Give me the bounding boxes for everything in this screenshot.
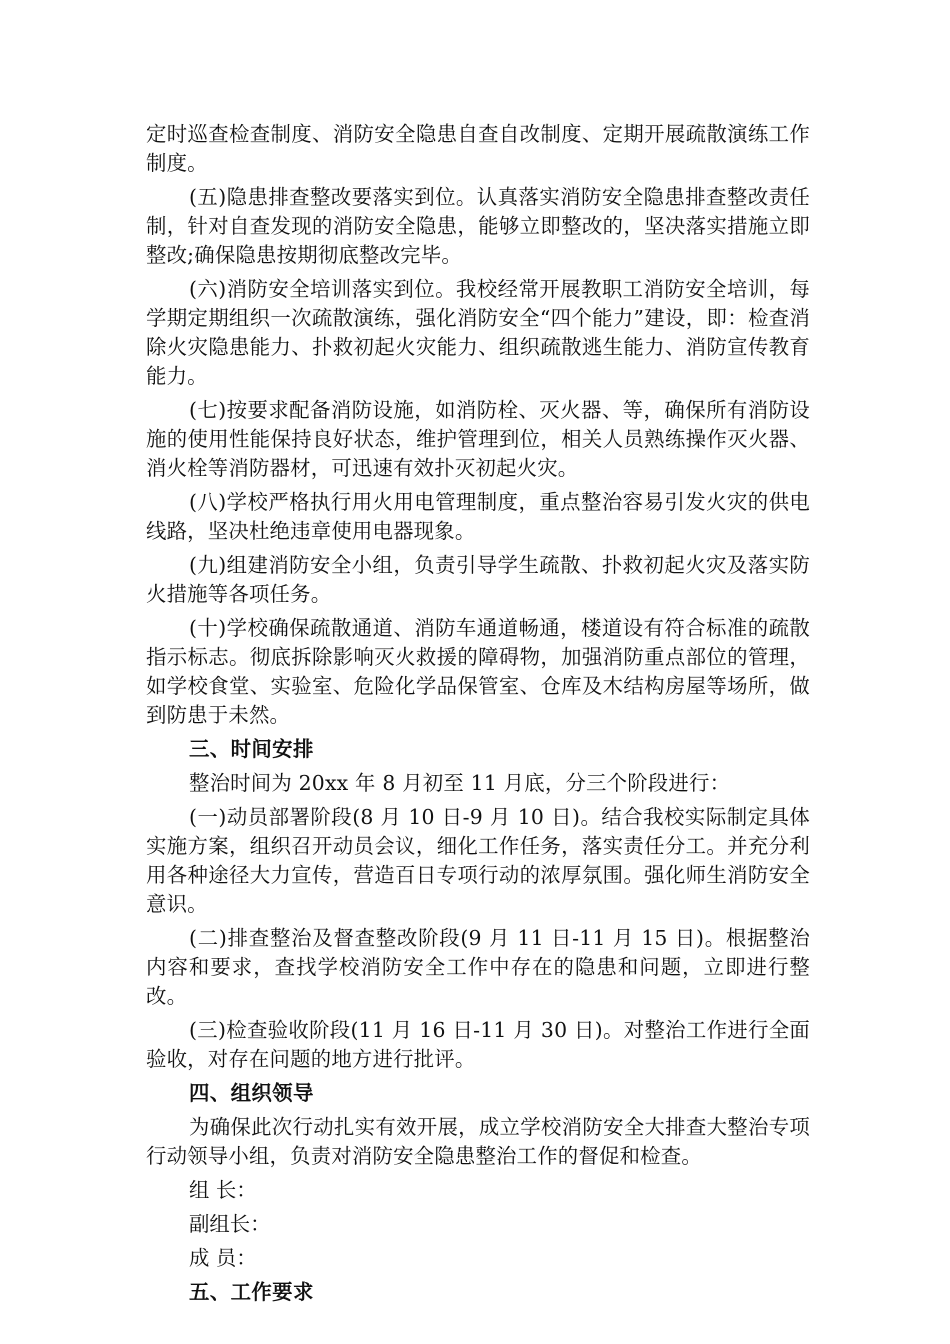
paragraph-item-10: (十)学校确保疏散通道、消防车通道畅通，楼道设有符合标准的疏散指示标志。彻底拆除影响灭火救援的障碍物，加强消防重点部位的管理，如学校食堂、实验室、危险化学品保管室、仓库及木结构房屋等场所，做到防患于未然。 <box>146 616 810 727</box>
role-leader: 组 长： <box>189 1178 257 1202</box>
role-deputy-leader: 副组长： <box>189 1212 271 1236</box>
schedule-stage-3: (三)检查验收阶段(11 月 16 日-11 月 30 日)。对整治工作进行全面验收，对存在问题的地方进行批评。 <box>146 1018 810 1071</box>
paragraph-item-8: (八)学校严格执行用火用电管理制度，重点整治容易引发火灾的供电线路，坚决杜绝违章使用电器现象。 <box>146 490 810 543</box>
section-heading-schedule: 三、时间安排 <box>189 737 314 761</box>
paragraph-item-7: (七)按要求配备消防设施，如消防栓、灭火器、等，确保所有消防设施的使用性能保持良好状态，维护管理到位，相关人员熟练操作灭火器、消火栓等消防器材，可迅速有效扑灭初起火灾。 <box>146 398 810 480</box>
paragraph-continuation: 定时巡查检查制度、消防安全隐患自查自改制度、定期开展疏散演练工作制度。 <box>146 122 810 175</box>
schedule-stage-1: (一)动员部署阶段(8 月 10 日-9 月 10 日)。结合我校实际制定具体实施方案，组织召开动员会议，细化工作任务，落实责任分工。并充分利用各种途径大力宣传，营造百日专项行动的浓厚氛围。强化师生消防安全意识。 <box>146 805 810 916</box>
role-members: 成 员： <box>189 1246 257 1270</box>
section-heading-requirements: 五、工作要求 <box>189 1280 314 1304</box>
paragraph-item-9: (九)组建消防安全小组，负责引导学生疏散、扑救初起火灾及落实防火措施等各项任务。 <box>146 553 810 606</box>
schedule-intro: 整治时间为 20xx 年 8 月初至 11 月底，分三个阶段进行： <box>189 771 731 795</box>
paragraph-item-6: (六)消防安全培训落实到位。我校经常开展教职工消防安全培训，每学期定期组织一次疏散演练，强化消防安全“四个能力”建设，即：检查消除火灾隐患能力、扑救初起火灾能力、组织疏散逃生能力、消防宣传教育能力。 <box>146 277 810 388</box>
section-heading-leadership: 四、组织领导 <box>189 1081 314 1105</box>
paragraph-item-5: (五)隐患排查整改要落实到位。认真落实消防安全隐患排查整改责任制，针对自查发现的消防安全隐患，能够立即整改的，坚决落实措施立即整改;确保隐患按期彻底整改完毕。 <box>146 185 810 267</box>
document-page <box>146 120 810 1312</box>
schedule-stage-2: (二)排查整治及督查整改阶段(9 月 11 日-11 月 15 日)。根据整治内容和要求，查找学校消防安全工作中存在的隐患和问题，立即进行整改。 <box>146 926 810 1008</box>
leadership-intro: 为确保此次行动扎实有效开展，成立学校消防安全大排查大整治专项行动领导小组，负责对消防安全隐患整治工作的督促和检查。 <box>146 1115 810 1168</box>
